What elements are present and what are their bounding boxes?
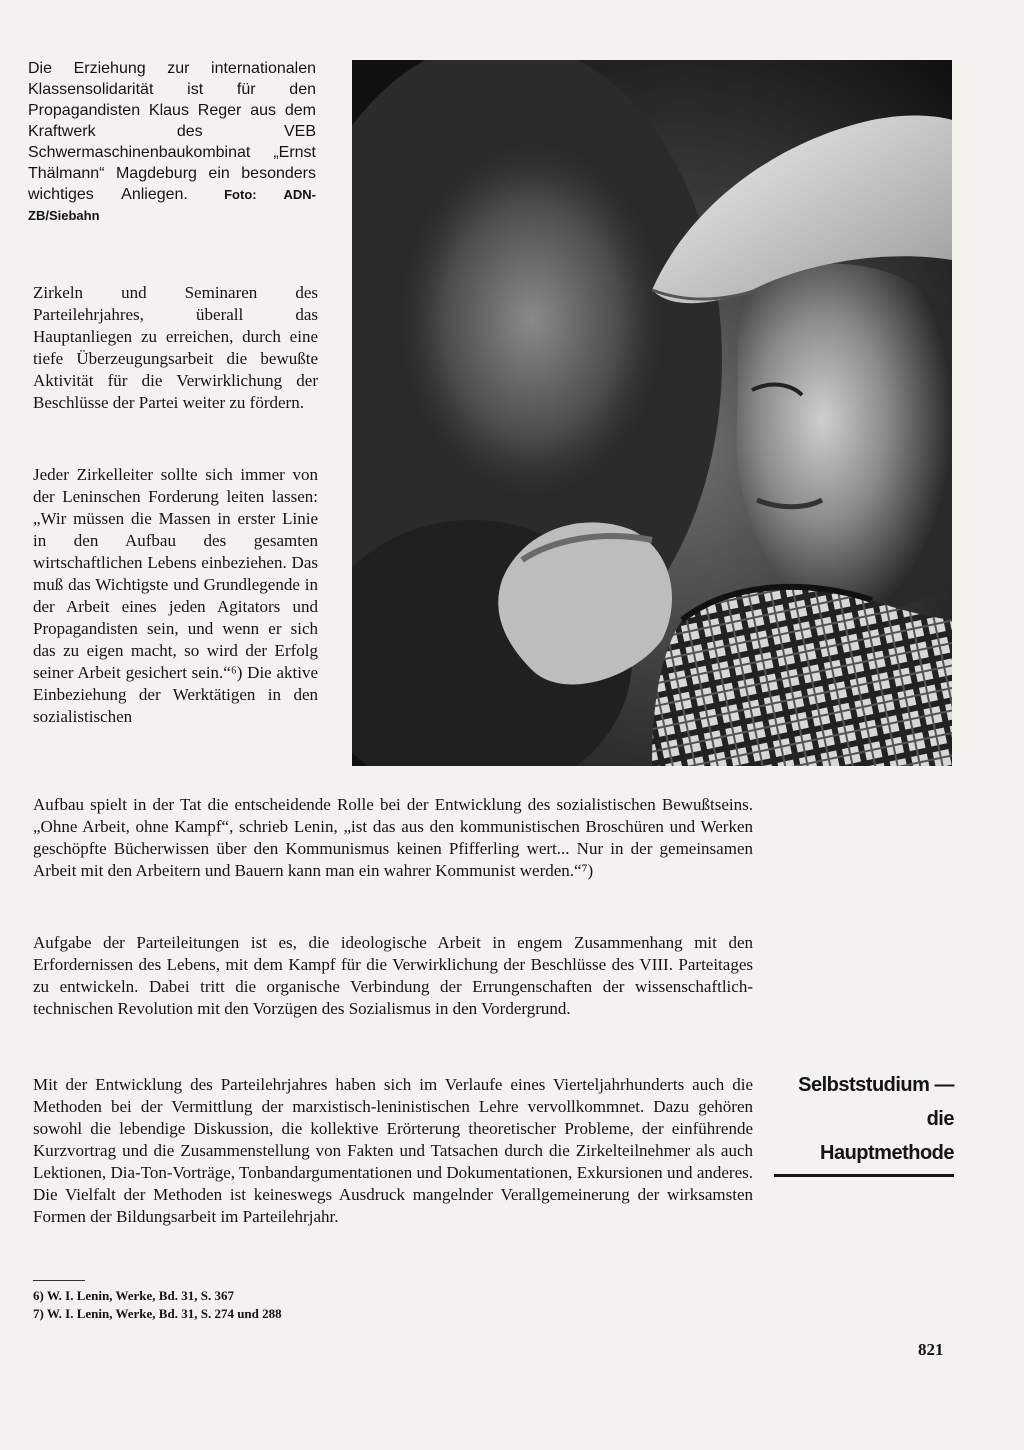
body-paragraph-2-wide: Aufbau spielt in der Tat die entscheidende Rolle bei der Entwicklung des sozialistischen Bewußtseins. „Ohne Arbeit, ohne Kampf“, schrieb Lenin, „ist das aus den kommunistischen Broschüren und Werken geschöpfte Bücherwissen über den Kommunismus keinen Pfifferling wert... Nur in der gemeinsamen Arbeit mit den Arbeitern und Bauern kann man ein wahrer Kommunist werden.“⁷): [33, 795, 753, 880]
side-heading-rule: [774, 1174, 954, 1177]
side-heading-line-3: Hauptmethode: [820, 1142, 954, 1164]
body-paragraph-1: Zirkeln und Seminaren des Parteilehrjahres, überall das Hauptanliegen zu erreichen, durch eine tiefe Überzeugungsarbeit die bewußte Aktivität für die Verwirklichung der Beschlüsse der Partei weiter zu fördern.: [33, 283, 318, 412]
side-heading-line-1: Selbststudium —: [798, 1074, 954, 1096]
photo-caption: [28, 58, 316, 226]
photo-image: [352, 60, 952, 766]
footnote-divider: [33, 1280, 85, 1281]
page-number: 821: [918, 1340, 944, 1359]
photograph: [352, 60, 952, 766]
photo-credit: Foto: ADN-ZB/Siebahn: [28, 187, 316, 223]
side-heading-line-2: die: [926, 1108, 954, 1130]
footnote-6: 6) W. I. Lenin, Werke, Bd. 31, S. 367: [33, 1288, 234, 1303]
caption-text: Die Erziehung zur internationalen Klassensolidarität ist für den Propagandisten Klaus Reger aus dem Kraftwerk des VEB Schwermaschinenbaukombinat „Ernst Thälmann“ Magdeburg ein besonders wichtiges Anliegen.: [28, 60, 316, 203]
side-heading: [778, 1068, 954, 1177]
body-paragraph-3: Aufgabe der Parteileitungen ist es, die ideologische Arbeit in engem Zusammenhang mit den Erfordernissen des Lebens, mit dem Kampf für die Verwirklichung der Beschlüsse des VIII. Parteitages zu entwickeln. Dabei tritt die organische Verbindung der Errungenschaften der wissenschaftlich-technischen Revolution mit den Vorzügen des Sozialismus in den Vordergrund.: [33, 933, 753, 1018]
body-paragraph-2-narrow: Jeder Zirkelleiter sollte sich immer von der Leninschen Forderung leiten lassen: „Wir müssen die Massen in erster Linie in den Aufbau des gesamten wirtschaftlichen Lebens einbeziehen. Das muß das Wichtigste und Grundlegende in der Arbeit eines jeden Agitators und Propagandisten sein, und wenn er sich das zu eigen macht, so wird der Erfolg seiner Arbeit gesichert sein.“⁶) Die aktive Einbeziehung der Werktätigen in den sozialistischen: [33, 465, 318, 726]
body-paragraph-4: Mit der Entwicklung des Parteilehrjahres haben sich im Verlaufe eines Vierteljahrhunderts auch die Methoden bei der Vermittlung der marxistisch-leninistischen Lehre vervollkommnet. Dazu gehören sowohl die lebendige Diskussion, die kollektive Erörterung theoretischer Probleme, der einführende Kurzvortrag und die Zusammenstellung von Fakten und Tatsachen durch die Zirkelteilnehmer als auch Lektionen, Dia-Ton-Vorträge, Tonbandargumentationen und Dokumentationen, Exkursionen und anderes. Die Vielfalt der Methoden ist keineswegs Ausdruck mangelnder Verallgemeinerung der wirksamsten Formen der Bildungsarbeit im Parteilehrjahr.: [33, 1075, 753, 1226]
footnote-7: 7) W. I. Lenin, Werke, Bd. 31, S. 274 und 288: [33, 1306, 282, 1321]
